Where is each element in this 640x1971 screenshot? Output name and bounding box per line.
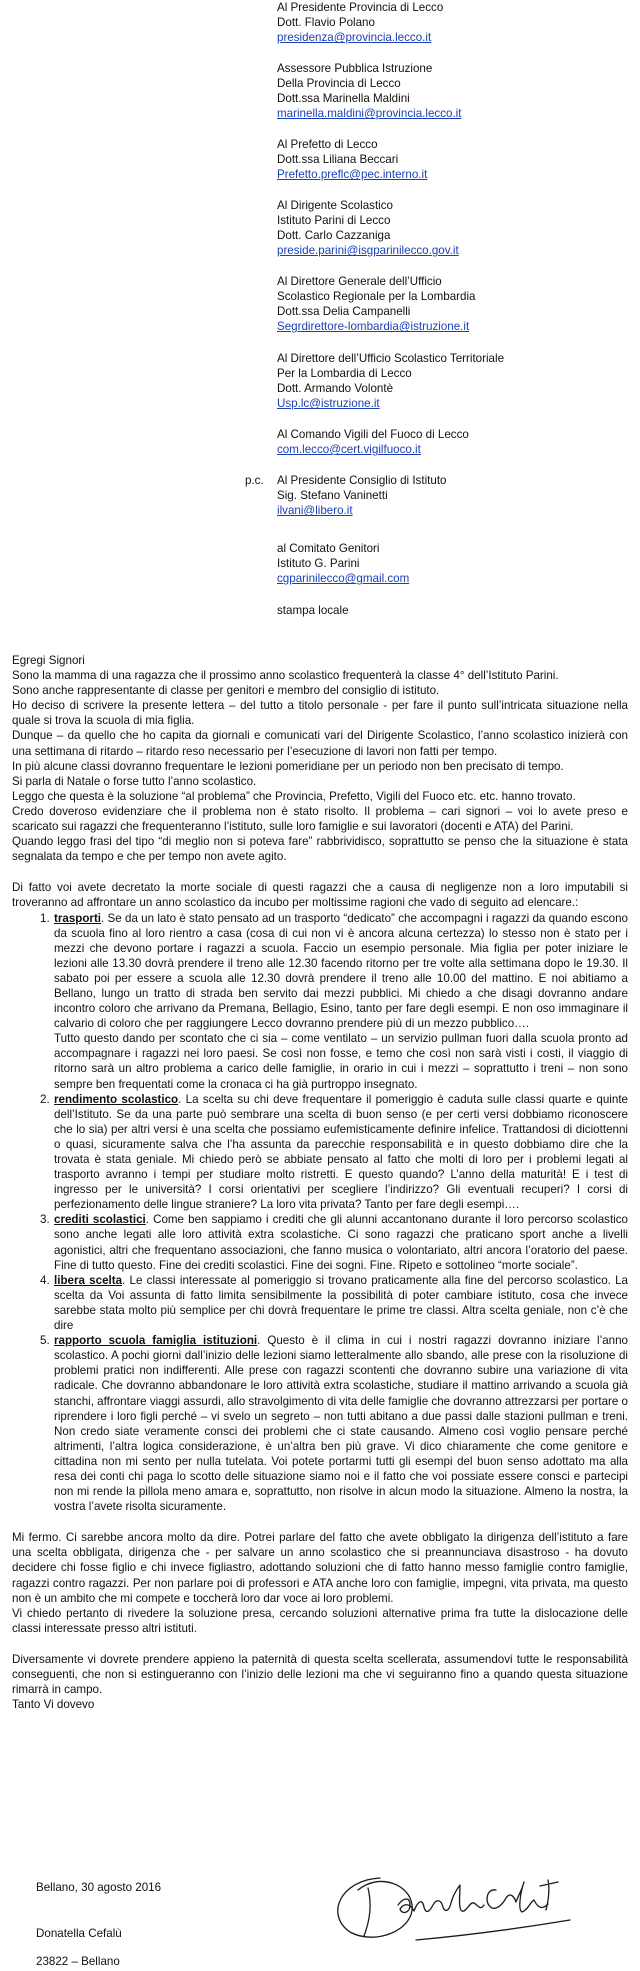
item-title: crediti scolastici bbox=[54, 1213, 146, 1227]
email-link[interactable]: presidenza@provincia.lecco.it bbox=[277, 31, 432, 45]
item-text: . Se da un lato è stato pensato ad un trasporto “dedicato” che accompagni i ragazzi da quando escono da scuola fino al loro rientro a casa (cosa di cui non vi è ancora alcuna certezza) lo stesso non è stato per i mezzi che devono portare i ragazzi a scuola. Faccio un esempio personale. Mia figlia per poter iniziare le lezioni alle 13.30 dovrà prendere il treno alle 12.30 facendo ritorno per tre volte alla settimana dopo le 19.30. Il sabato poi per essere a scuola alle 12.30 dovrà prendere il treno alle 10.00 del mattino. E noi abitiamo a Bellano, lungo un tratto di strada ben servito dai mezzi pubblici. Mi chiedo a che disagi dovranno andare incontro coloro che arrivano da Premana, Bellagio, Esino, tanto per fare degli esempi. E non oso immaginare il calvario di coloro che per raggiungere Lecco dovranno prendere più di un mezzo pubblico…. bbox=[54, 911, 628, 1031]
body-paragraph: Ho deciso di scrivere la presente lettera – del tutto a titolo personale - per fare il punto sull’intricata situazione nella quale si trova la scuola di mia figlia. bbox=[12, 699, 628, 728]
body-paragraph: Sono anche rappresentante di classe per genitori e membro del consiglio di istituto. bbox=[12, 684, 440, 698]
sender-name: Donatella Cefalù bbox=[36, 1927, 122, 1940]
recipient-line: Per la Lombardia di Lecco bbox=[277, 367, 412, 381]
cc-label: p.c. bbox=[245, 474, 264, 487]
recipient-line: Dott.ssa Marinella Maldini bbox=[277, 92, 410, 106]
recipient-presidente-provincia bbox=[277, 0, 627, 45]
stampa-locale: stampa locale bbox=[277, 604, 349, 617]
item-number: 1. bbox=[40, 911, 50, 925]
item-number: 3. bbox=[40, 1213, 50, 1227]
item-title: trasporti bbox=[54, 911, 102, 925]
list-item bbox=[12, 1333, 628, 1514]
recipient-line: Al Presidente Consiglio di Istituto bbox=[277, 474, 447, 487]
list-item bbox=[12, 911, 628, 1092]
email-link[interactable]: Prefetto.preflc@pec.interno.it bbox=[277, 168, 428, 182]
item-text: . Questo è il clima in cui i nostri ragazzi dovranno iniziare l’anno scolastico. A pochi giorni dall’inizio delle lezioni siamo letteralmente allo sbando, alle prese con la risoluzione di problemi pratici non indifferenti. Alle prese con ragazzi scontenti che dovranno subire una variazione di vita radicale. Che dovranno abbandonare le loro attività extra scolastiche, studiare il mattino arrivando a scuola già stanchi, affrontare viaggi assurdi, allo stravolgimento di vita delle famiglie che dovranno attrezzarsi per portare o riprendere i loro figli perché – vi svelo un segreto – non tutti abitano a due passi dalle stazioni pullman e treni. Non credo siate veramente consci dei problemi che ci state causando. Almeno così voglio pensare perché altrimenti, l’altra logica considerazione, è un’altra ben più grave. Vi dico chiaramente che come genitore e cittadina non mi sento per nulla tutelata. Voi potete portarmi tutti gli esempi del buon senso adottato ma alla resa dei conti chi paga lo scotto delle situazione siamo noi e il fatto che voi possiate essere consci e partecipi non mi rende la pillola meno amara e, soprattutto, non risolve in alcun modo la situazione. Almeno la nostra, la vostra l’avete risolta sicuramente. bbox=[54, 1334, 628, 1514]
recipient-vigili-fuoco bbox=[277, 427, 627, 457]
email-link[interactable]: ilvani@libero.it bbox=[277, 504, 353, 518]
email-link[interactable]: Usp.lc@istruzione.it bbox=[277, 397, 380, 411]
item-number: 4. bbox=[40, 1273, 50, 1287]
recipient-assessore bbox=[277, 61, 627, 121]
recipient-direttore-generale bbox=[277, 274, 627, 334]
recipient-line: Al Presidente Provincia di Lecco bbox=[277, 1, 444, 14]
recipient-line: Al Direttore dell’Ufficio Scolastico Territoriale bbox=[277, 352, 505, 365]
cc-comitato-genitori bbox=[277, 541, 627, 586]
body-paragraph: Quando leggo frasi del tipo “di meglio non si poteva fare” rabbrividisco, soprattutto se penso che la situazione è stata segnalata da tempo e che per tempo non avete agito. bbox=[12, 835, 628, 864]
item-title: rendimento scolastico bbox=[54, 1092, 179, 1106]
recipient-line: Dott.ssa Delia Campanelli bbox=[277, 305, 411, 319]
recipient-line: Dott. Carlo Cazzaniga bbox=[277, 229, 391, 243]
recipient-line: Al Comando Vigili del Fuoco di Lecco bbox=[277, 428, 469, 441]
recipient-line: al Comitato Genitori bbox=[277, 542, 380, 555]
reasons-list bbox=[12, 911, 628, 1515]
body-paragraph: In più alcune classi dovranno frequentare le lezioni pomeridiane per un periodo non ben precisato di tempo. bbox=[12, 759, 564, 773]
recipient-line: Assessore Pubblica Istruzione bbox=[277, 62, 433, 75]
recipient-line: Sig. Stefano Vaninetti bbox=[277, 489, 388, 503]
handwritten-signature bbox=[320, 1860, 580, 1950]
sign-off: Tanto Vi dovevo bbox=[12, 1698, 95, 1712]
recipient-line: Istituto G. Parini bbox=[277, 557, 360, 571]
cc-presidente-consiglio bbox=[277, 473, 627, 518]
body-paragraph: Sono la mamma di una ragazza che il prossimo anno scolastico frequenterà la classe 4° dell’Istituto Parini. bbox=[12, 669, 559, 683]
recipient-dirigente bbox=[277, 198, 627, 258]
item-title: rapporto scuola famiglia istituzioni bbox=[54, 1334, 258, 1348]
item-number: 2. bbox=[40, 1092, 50, 1106]
email-link[interactable]: com.lecco@cert.vigilfuoco.it bbox=[277, 443, 421, 457]
email-link[interactable]: preside.parini@isgparinilecco.gov.it bbox=[277, 244, 459, 258]
recipient-line: Al Prefetto di Lecco bbox=[277, 138, 378, 151]
body-paragraph: Si parla di Natale o forse tutto l’anno scolastico. bbox=[12, 774, 257, 788]
letter-body bbox=[12, 653, 628, 1712]
recipient-line: Dott. Flavio Polano bbox=[277, 16, 375, 30]
sender-address: 23822 – Bellano bbox=[36, 1955, 120, 1968]
email-link[interactable]: marinella.maldini@provincia.lecco.it bbox=[277, 107, 462, 121]
body-paragraph: Credo doveroso evidenziare che il problema non è stato risolto. Il problema – cari signori – voi lo avete preso e scaricato sui ragazzi che frequenteranno l’istituto, sulle loro famiglie e sui lavoratori (docenti e ATA) del Parini. bbox=[12, 804, 628, 834]
body-paragraph: Leggo che questa è la soluzione “al problema” che Provincia, Prefetto, Vigili del Fuoco etc. etc. hanno trovato. bbox=[12, 789, 576, 803]
recipient-line: Scolastico Regionale per la Lombardia bbox=[277, 290, 476, 304]
body-paragraph: Vi chiedo pertanto di rivedere la soluzione presa, cercando soluzioni alternative prima fra tutte la dislocazione delle classi interessate presso altri istituti. bbox=[12, 1606, 628, 1635]
salutation: Egregi Signori bbox=[12, 654, 85, 667]
place-date: Bellano, 30 agosto 2016 bbox=[36, 1881, 162, 1894]
recipient-line: Della Provincia di Lecco bbox=[277, 77, 401, 91]
email-link[interactable]: Segrdirettore-lombardia@istruzione.it bbox=[277, 320, 470, 334]
body-paragraph: Diversamente vi dovrete prendere appieno la paternità di questa scelta scellerata, assumendovi tutte le responsabilità conseguenti, che non si estingueranno con l’inizio delle lezioni ma che vi seguiranno fino a quando questa situazione rimarrà in campo. bbox=[12, 1652, 628, 1697]
recipient-line: Al Dirigente Scolastico bbox=[277, 199, 393, 212]
recipient-line: Dott.ssa Liliana Beccari bbox=[277, 153, 399, 167]
list-item bbox=[12, 1273, 628, 1333]
recipient-line: Dott. Armando Volontè bbox=[277, 382, 394, 396]
recipient-line: Al Direttore Generale dell’Ufficio bbox=[277, 275, 442, 288]
item-text: . Come ben sappiamo i crediti che gli alunni accantonano durante il loro percorso scolastico sono anche legati alle loro attività extra scolastiche. Ci sono ragazzi che praticano sport anche a livelli agonistici, altri che frequentano associazioni, che fanno musica o volontariato, altri ancora l’oratorio del paese. Fine di tutto questo. Fine dei crediti scolastici. Fine dei sogni. Fine. Ripeto e sottolineo “morte sociale”. bbox=[54, 1213, 628, 1272]
body-paragraph: Di fatto voi avete decretato la morte sociale di questi ragazzi che a causa di negligenze non a loro imputabili si troveranno ad affrontare un anno scolastico da incubo per moltissime ragioni che vado di seguito ad elencare.: bbox=[12, 881, 628, 910]
recipient-direttore-territoriale bbox=[277, 351, 627, 411]
body-paragraph: Mi fermo. Ci sarebbe ancora molto da dire. Potrei parlare del fatto che avete obbligato la dirigenza dell’istituto a fare una scelta obbligata, dirigenza che - per salvare un anno scolastico che si preannunciava disastroso - ha dovuto decidere chi fosse figlio e chi invece figliastro, adottando soluzioni che di fatto hanno messo famiglie contro famiglie, ragazzi contro ragazzi. Per non parlare poi di professori e ATA anche loro con famiglie, impegni, vita privata, ma questo non è un ambito che mi compete e toccherà loro dar voce ai loro problemi. bbox=[12, 1531, 628, 1605]
list-item bbox=[12, 1212, 628, 1272]
item-text: . La scelta su chi deve frequentare il pomeriggio è caduta sulle classi quarte e quinte dell’Istituto. Se da una parte può sembrare una scelta di buon senso (e per certi versi dobbiamo riconoscere che lo sia) per altri versi è una scelta che possiamo eufemisticamente definire infelice. Trattandosi di diciottenni o quasi, sicuramente salva che l’ha assunta da parecchie responsabilità e in questo dobbiamo dire che la trovata è stata geniale. Mi chiedo però se abbiate pensato al fatto che molti di loro per i problemi legati al trasporto avranno i tempi per studiare molto ristretti. E questo quando? L’anno della maturità! E i test di ingresso per le università? I corsi orientativi per scegliere l’indirizzo? Gli eventuali recuperi? I corsi di perfezionamento delle lingue straniere? La loro vita privata? Tanto per fare degli esempi…. bbox=[54, 1092, 628, 1212]
body-paragraph: Dunque – da quello che ho capita da giornali e comunicati vari del Dirigente Scolastico, l’anno scolastico inizierà con una settimana di ritardo – ritardo reso necessario per l’esecuzione di lavori non fatti per tempo. bbox=[12, 729, 628, 758]
item-number: 5. bbox=[40, 1334, 50, 1348]
recipient-line: Istituto Parini di Lecco bbox=[277, 214, 391, 228]
item-title: libera scelta bbox=[54, 1273, 123, 1287]
recipient-prefetto bbox=[277, 137, 627, 182]
list-item bbox=[12, 1092, 628, 1213]
item-text: Tutto questo dando per scontato che ci sia – come ventilato – un servizio pullman fuori dalla scuola pronto ad accompagnare i ragazzi nei loro paesi. Se così non fosse, e temo che così non sarà visti i costi, il viaggio di ritorno sarà un altro problema a carico delle famiglie, in orario in cui i mezzi – soprattutto i treni – non sono sempre ben frequentati come la cronaca ci ha già purtroppo insegnato. bbox=[54, 1032, 628, 1091]
item-text: . Le classi interessate al pomeriggio si trovano praticamente alla fine del percorso scolastico. La scelta da Voi assunta di fatto limita sensibilmente la possibilità di poter cambiare istituto, cosa che invece sarebbe stata molto più semplice per chi dovrà frequentare le prime tre classi. Altra scelta geniale, non c’è che dire bbox=[54, 1273, 628, 1333]
email-link[interactable]: cgparinilecco@gmail.com bbox=[277, 572, 410, 586]
